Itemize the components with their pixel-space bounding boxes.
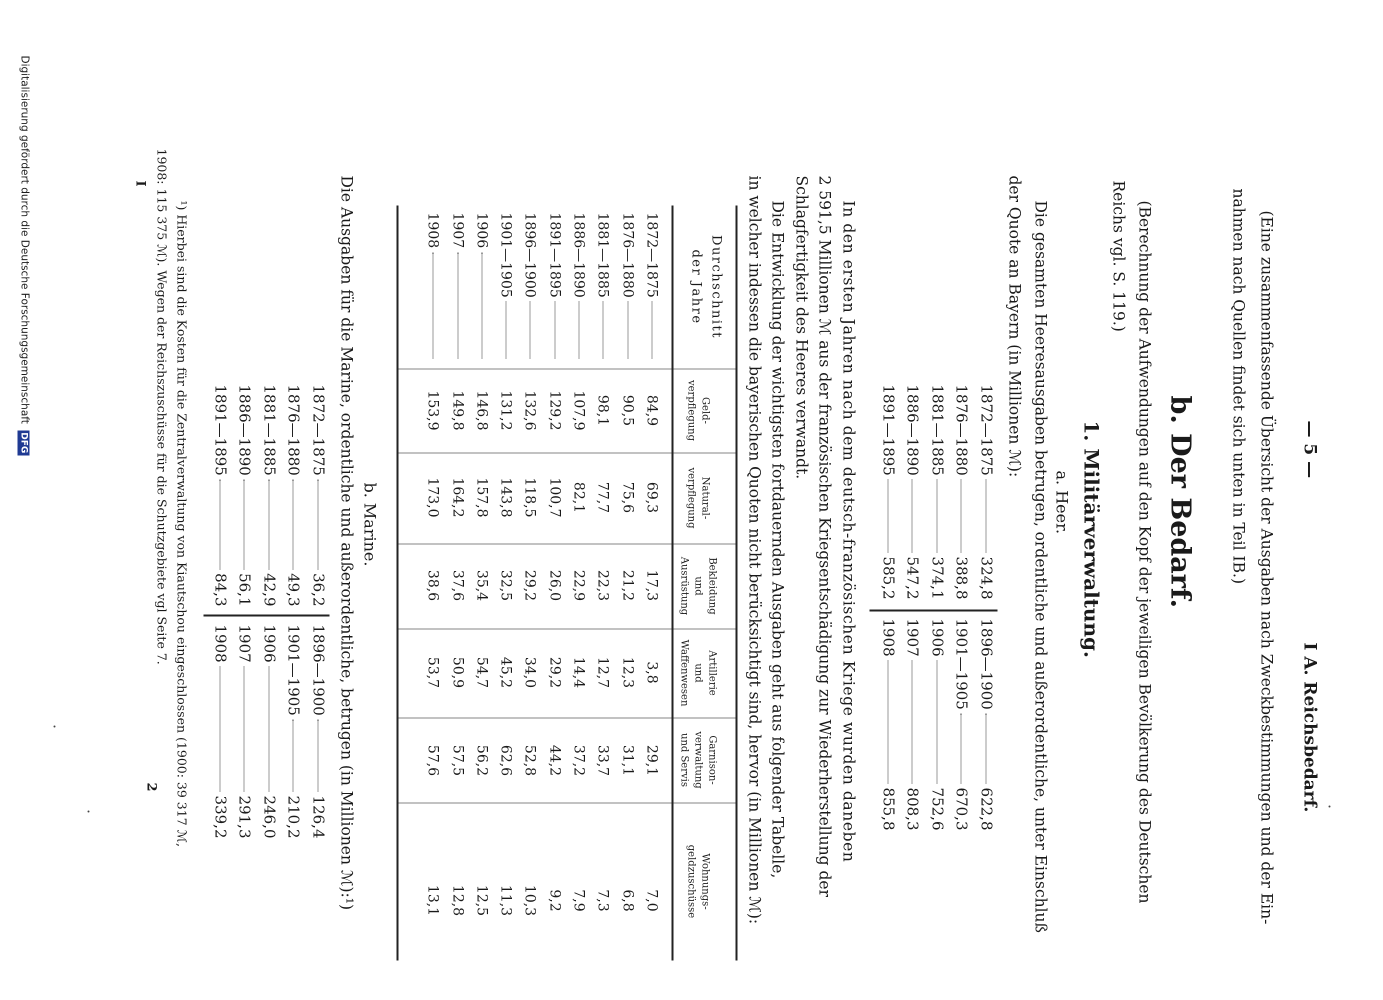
dot-leader xyxy=(887,479,888,552)
digitization-credit-text: Digitalisierung gefördert durch die Deutsche Forschungsgemeinschaft xyxy=(18,55,30,424)
table-cell-value: 12,8 xyxy=(448,884,465,916)
table-cell-value: 173,0 xyxy=(424,476,441,518)
dot-leader xyxy=(627,301,628,358)
table-cell-value: 69,3 xyxy=(643,481,659,513)
table-cell-value: 29,2 xyxy=(545,656,562,688)
dot-leader xyxy=(961,479,962,552)
navy-total-row xyxy=(309,624,327,838)
table-cell-value: 10,3 xyxy=(521,884,538,916)
table-cell-value: 164,2 xyxy=(448,476,465,518)
table-cell-value: 7,3 xyxy=(594,888,611,912)
table-period-label: 1906 xyxy=(472,212,489,248)
table-cell-value: 26,0 xyxy=(545,569,562,601)
army-total-row xyxy=(953,384,971,599)
dot-leader xyxy=(317,479,318,568)
table-cell-value: 13,1 xyxy=(424,884,441,916)
digitization-credit xyxy=(18,55,30,455)
table-cell-value: 56,2 xyxy=(472,744,489,776)
table-cell-value: 90,5 xyxy=(618,394,635,426)
table-top-rule xyxy=(736,205,738,960)
table-cell-value: 32,5 xyxy=(497,569,514,601)
table-row xyxy=(619,212,635,362)
table-cell-value: 9,2 xyxy=(545,888,562,912)
navy-total-row xyxy=(260,624,278,838)
table-header-rule xyxy=(671,205,673,960)
table-cell-value: 149,8 xyxy=(448,389,465,431)
amount-value: 291,3 xyxy=(235,795,254,838)
period-label: 1872—1875 xyxy=(309,384,327,476)
period-label: 1907 xyxy=(235,624,254,663)
period-label: 1907 xyxy=(903,618,922,657)
table-header-line: Waffenwesen xyxy=(678,639,689,706)
period-label: 1886—1890 xyxy=(903,384,922,476)
table-cell-value: 37,2 xyxy=(570,744,587,776)
table-header-line: Geld- xyxy=(699,396,710,424)
table-cell-value: 3,8 xyxy=(643,660,659,684)
table-cell-value: 35,4 xyxy=(472,569,489,601)
army-paragraph-line-2: 2 591,5 Millionen ℳ aus der französischen Kriegsentschädigung zur Wiederherstellung der xyxy=(815,175,833,897)
army-intro-line-2: der Quote an Bayern (in Millionen ℳ): xyxy=(1005,175,1023,477)
army-total-row xyxy=(928,384,946,599)
dot-leader xyxy=(961,713,962,783)
table-cell-value: 21,2 xyxy=(618,569,635,601)
table-cell-value: 143,8 xyxy=(497,476,514,518)
table-row xyxy=(546,212,562,362)
period-label: 1876—1880 xyxy=(284,384,303,476)
table-header-line: Wohnungs- xyxy=(699,852,710,910)
table-cell-value: 153,9 xyxy=(424,389,441,431)
table-cell-value: 129,2 xyxy=(545,389,562,431)
army-paragraph-line-3: Schlagfertigkeit des Heeres verwandt. xyxy=(792,175,810,479)
army-total-row xyxy=(928,618,946,830)
table-header-line: geldzuschüsse xyxy=(685,844,696,918)
table-period-label: 1886—1890 xyxy=(570,212,587,298)
navy-total-row xyxy=(260,384,278,606)
period-label: 1896—1900 xyxy=(309,624,327,716)
amount-value: 324,8 xyxy=(977,556,995,599)
table-period-label: 1896—1900 xyxy=(521,212,538,298)
dot-leader xyxy=(219,479,220,568)
table-header-first: Durchschnitt xyxy=(708,234,723,339)
table-cell-value: 52,8 xyxy=(521,744,538,776)
table-header-cell xyxy=(683,368,711,452)
table-header-line: Natural- xyxy=(699,476,710,519)
table-bottom-rule xyxy=(397,205,399,960)
period-label: 1872—1875 xyxy=(977,384,995,476)
table-cell-value: 57,6 xyxy=(424,744,441,776)
amount-value: 388,8 xyxy=(952,556,971,599)
army-paragraph-line-5: in welcher indessen die bayerischen Quoten nicht berücksichtigt sind, hervor (in Millionen ℳ): xyxy=(745,175,763,924)
table-header-cell xyxy=(683,452,711,543)
dot-leader xyxy=(936,479,937,552)
table-row xyxy=(643,212,659,362)
table-header-first: der Jahre xyxy=(688,248,703,325)
period-label: 1908 xyxy=(211,624,229,663)
army-total-row xyxy=(879,618,897,830)
intro-line-1: (Eine zusammenfassende Übersicht der Ausgaben nach Zweckbestimmungen und der Ein- xyxy=(1257,210,1275,924)
navy-total-row xyxy=(285,384,303,606)
dot-leader xyxy=(219,666,220,791)
table-cell-value: 12,5 xyxy=(472,884,489,916)
table-period-label: 1891—1895 xyxy=(545,212,562,298)
dot-leader xyxy=(887,660,888,783)
table-cell-value: 57,5 xyxy=(448,744,465,776)
table-cell-value: 100,7 xyxy=(545,476,562,518)
army-intro-line-1: Die gesamten Heeresausgaben betrugen, ordentliche und außerordentliche, unter Einschluß xyxy=(1031,200,1049,933)
dot-leader xyxy=(432,252,433,358)
page-number: — 5 — xyxy=(1299,420,1319,478)
table-row xyxy=(522,212,538,362)
dot-leader xyxy=(317,719,318,791)
period-label: 1881—1885 xyxy=(260,384,278,476)
amount-value: 56,1 xyxy=(235,572,254,606)
amount-value: 808,3 xyxy=(903,787,922,830)
table-header-line: und Servis xyxy=(678,732,689,787)
table-cell-value: 22,9 xyxy=(570,569,587,601)
table-cell-value: 7,9 xyxy=(570,888,587,912)
table-cell-value: 6,8 xyxy=(618,888,635,912)
table-cell-value: 77,7 xyxy=(594,481,611,513)
amount-value: 126,4 xyxy=(309,795,327,838)
army-total-row xyxy=(977,618,995,830)
section-b-title: b. Der Bedarf. xyxy=(1164,395,1195,608)
period-label: 1891—1895 xyxy=(211,384,229,476)
table-header-line: Artillerie xyxy=(706,649,717,696)
dot-leader xyxy=(268,666,269,791)
table-cell-value: 22,3 xyxy=(594,569,611,601)
table-cell-value: 11,3 xyxy=(497,884,514,916)
dot-leader xyxy=(985,479,986,552)
section-b-note-line-2: Reichs vgl. S. 119.) xyxy=(1109,180,1127,332)
period-label: 1896—1900 xyxy=(977,618,995,710)
table-header-line: verpflegung xyxy=(685,466,696,529)
dot-leader xyxy=(530,301,531,358)
table-header-line: Garnison- xyxy=(706,734,717,785)
amount-value: 246,0 xyxy=(260,795,278,838)
table-cell-value: 98,1 xyxy=(594,394,611,426)
table-cell-value: 54,7 xyxy=(472,656,489,688)
amount-value: 339,2 xyxy=(211,795,229,838)
table-header-line: und xyxy=(692,662,703,683)
dot-leader xyxy=(293,719,294,791)
dot-leader xyxy=(936,660,937,783)
table-cell-value: 62,6 xyxy=(497,744,514,776)
table-cell-value: 45,2 xyxy=(497,656,514,688)
sub-b-title: b. Marine. xyxy=(360,482,379,566)
amount-value: 49,3 xyxy=(284,572,303,606)
table-period-label: 1881—1885 xyxy=(594,212,611,298)
table-cell-value: 7,0 xyxy=(643,888,659,912)
amount-value: 374,1 xyxy=(928,556,946,599)
table-cell-value: 33,7 xyxy=(594,744,611,776)
table-cell-value: 29,2 xyxy=(521,569,538,601)
period-label: 1906 xyxy=(260,624,278,663)
period-label: 1906 xyxy=(928,618,946,657)
army-paragraph-line-1: In den ersten Jahren nach dem deutsch-französischen Kriege wurden daneben xyxy=(839,200,857,862)
table-period-label: 1876—1880 xyxy=(618,212,635,298)
navy-intro: Die Ausgaben für die Marine, ordentliche und außerordentliche, betrugen (in Millionen ℳ):¹) xyxy=(337,175,355,910)
amount-value: 547,2 xyxy=(903,556,922,599)
dot-leader xyxy=(457,252,458,358)
footnote-line-1: ¹) Hierbei sind die Kosten für die Zentralverwaltung von Kiautschou eingeschlossen (1900: 39 317 ℳ, xyxy=(174,200,189,847)
navy-totals-divider xyxy=(203,614,329,616)
table-row xyxy=(594,212,610,362)
amount-value: 670,3 xyxy=(952,787,971,830)
section-b-note-line-1: (Berechnung der Aufwendungen auf den Kopf der jeweiligen Bevölkerung des Deutschen xyxy=(1135,200,1153,903)
dot-leader xyxy=(985,713,986,783)
table-header-line: verwaltung xyxy=(692,730,703,789)
navy-total-row xyxy=(236,384,254,606)
army-total-row xyxy=(953,618,971,830)
amount-value: 752,6 xyxy=(928,787,946,830)
table-header-cell xyxy=(676,717,718,802)
period-label: 1901—1905 xyxy=(952,618,971,710)
period-label: 1876—1880 xyxy=(952,384,971,476)
dot-leader xyxy=(651,301,652,358)
army-total-row xyxy=(904,618,922,830)
amount-value: 855,8 xyxy=(879,787,897,830)
table-cell-value: 37,6 xyxy=(448,569,465,601)
dot-leader xyxy=(554,301,555,358)
army-total-row xyxy=(904,384,922,599)
table-period-label: 1907 xyxy=(448,212,465,248)
table-period-label: 1872—1875 xyxy=(643,212,659,298)
table-header-cell xyxy=(676,543,718,628)
table-header-cell xyxy=(676,628,718,717)
running-head: I A. Reichsbedarf. xyxy=(1299,642,1319,812)
dfg-logo: DFG xyxy=(18,431,28,453)
table-cell-value: 12,7 xyxy=(594,656,611,688)
footnote-line-2: 1908: 115 375 ℳ). Wegen der Reichszuschüsse für die Schutzgebiete vgl Seite 7. xyxy=(154,148,169,665)
table-cell-value: 29,1 xyxy=(643,744,659,776)
navy-total-row xyxy=(309,384,327,606)
army-total-row xyxy=(977,384,995,599)
table-cell-value: 17,3 xyxy=(643,569,659,601)
dust-speck xyxy=(1328,805,1330,807)
table-header-line: und xyxy=(692,575,703,596)
dot-leader xyxy=(578,301,579,358)
amount-value: 585,2 xyxy=(879,556,897,599)
dot-leader xyxy=(912,479,913,552)
table-cell-value: 53,7 xyxy=(424,656,441,688)
table-cell-value: 12,3 xyxy=(618,656,635,688)
signature-left: I xyxy=(132,180,147,187)
table-cell-value: 118,5 xyxy=(521,476,538,518)
table-cell-value: 31,1 xyxy=(618,744,635,776)
dot-leader xyxy=(244,666,245,791)
table-cell-value: 50,9 xyxy=(448,656,465,688)
navy-total-row xyxy=(285,624,303,838)
period-label: 1908 xyxy=(879,618,897,657)
table-cell-value: 75,6 xyxy=(618,481,635,513)
table-period-label: 1908 xyxy=(424,212,441,248)
sub-a-title: a. Heer. xyxy=(1052,470,1071,534)
signature-right: 2 xyxy=(143,782,158,792)
army-total-row xyxy=(879,384,897,599)
table-cell-value: 84,9 xyxy=(643,394,659,426)
table-row xyxy=(424,212,440,362)
period-label: 1891—1895 xyxy=(879,384,897,476)
table-row xyxy=(497,212,513,362)
table-header-line: Bekleidung xyxy=(706,556,717,615)
table-header-line: Ausrüstung xyxy=(678,556,689,615)
table-row xyxy=(473,212,489,362)
table-header-cell xyxy=(683,802,711,960)
army-paragraph-line-4: Die Entwicklung der wichtigsten fortdauernden Ausgaben geht aus folgender Tabelle, xyxy=(768,200,786,878)
period-label: 1881—1885 xyxy=(928,384,946,476)
table-cell-value: 82,1 xyxy=(570,481,587,513)
dust-speck xyxy=(53,725,55,727)
dust-speck xyxy=(87,810,89,812)
dot-leader xyxy=(293,479,294,568)
dot-leader xyxy=(244,479,245,568)
dot-leader xyxy=(268,479,269,568)
dot-leader xyxy=(912,660,913,783)
amount-value: 84,3 xyxy=(211,572,229,606)
table-cell-value: 107,9 xyxy=(570,389,587,431)
amount-value: 622,8 xyxy=(977,787,995,830)
dot-leader xyxy=(602,301,603,358)
table-row xyxy=(449,212,465,362)
amount-value: 42,9 xyxy=(260,572,278,606)
amount-value: 36,2 xyxy=(309,572,327,606)
table-cell-value: 157,8 xyxy=(472,476,489,518)
table-cell-value: 132,6 xyxy=(521,389,538,431)
period-label: 1886—1890 xyxy=(235,384,254,476)
navy-total-row xyxy=(211,624,229,838)
table-cell-value: 131,2 xyxy=(497,389,514,431)
table-header-line: verpflegung xyxy=(685,379,696,441)
army-totals-divider xyxy=(869,609,997,611)
table-row xyxy=(570,212,586,362)
table-cell-value: 14,4 xyxy=(570,656,587,688)
table-cell-value: 146,8 xyxy=(472,389,489,431)
dot-leader xyxy=(505,301,506,358)
dot-leader xyxy=(481,252,482,358)
table-period-label: 1901—1905 xyxy=(497,212,514,298)
period-label: 1901—1905 xyxy=(284,624,303,716)
intro-line-2: nahmen nach Quellen findet sich unten in Teil IB.) xyxy=(1229,188,1247,584)
section-1-title: 1. Militärverwaltung. xyxy=(1079,420,1103,658)
table-cell-value: 38,6 xyxy=(424,569,441,601)
navy-total-row xyxy=(236,624,254,838)
table-cell-value: 34,0 xyxy=(521,656,538,688)
table-cell-value: 44,2 xyxy=(545,744,562,776)
navy-total-row xyxy=(211,384,229,606)
amount-value: 210,2 xyxy=(284,795,303,838)
